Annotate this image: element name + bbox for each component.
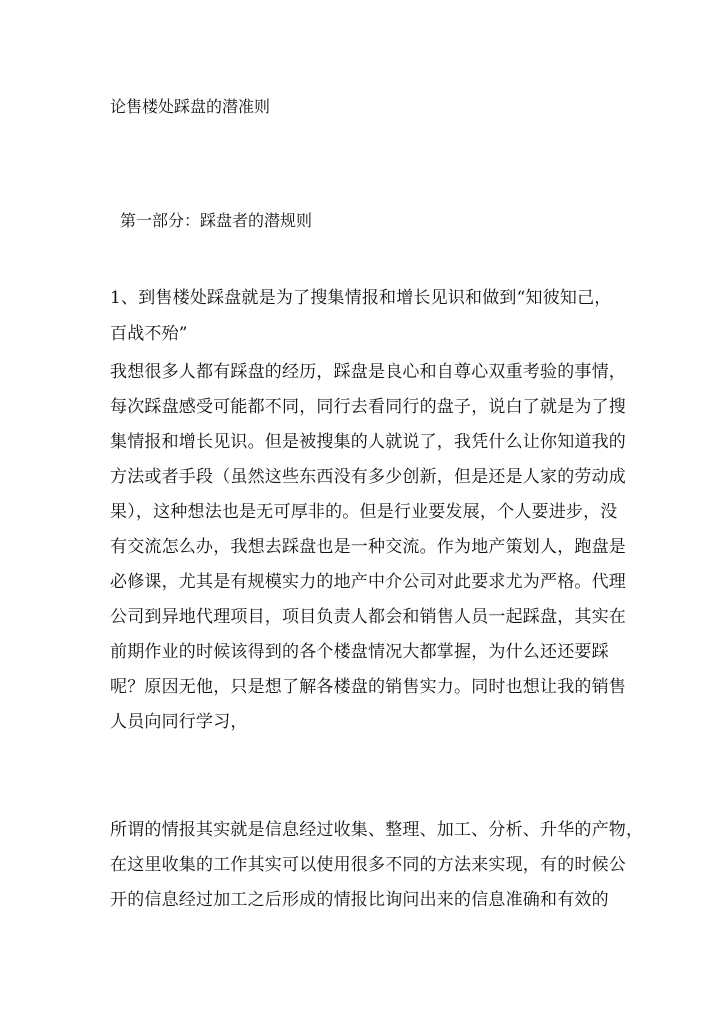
paragraph-line: 有交流怎么办，我想去踩盘也是一种交流。作为地产策划人，跑盘是 — [110, 537, 626, 557]
document-title: 论售楼处踩盘的潜准则 — [110, 97, 271, 116]
paragraph-line: 果），这种想法也是无可厚非的。但是行业要发展，个人要进步，没 — [110, 502, 618, 522]
paragraph-line: 集情报和增长见识。但是被搜集的人就说了，我凭什么让你知道我的 — [110, 432, 626, 452]
paragraph-line: 我想很多人都有踩盘的经历，踩盘是良心和自尊心双重考验的事情， — [110, 362, 626, 382]
paragraph-line: 呢？原因无他，只是想了解各楼盘的销售实力。同时也想让我的销售 — [110, 677, 626, 697]
paragraph-line: 公司到异地代理项目，项目负责人都会和销售人员一起踩盘，其实在 — [110, 607, 626, 627]
paragraph-line: 开的信息经过加工之后形成的情报比询问出来的信息准确和有效的 — [110, 890, 609, 910]
item-heading-line: 百战不殆” — [110, 324, 188, 344]
paragraph-line: 人员向同行学习， — [110, 712, 248, 732]
paragraph-line: 每次踩盘感受可能都不同，同行去看同行的盘子，说白了就是为了搜 — [110, 397, 626, 417]
paragraph-line: 前期作业的时候该得到的各个楼盘情况大都掌握，为什么还还要踩 — [110, 642, 609, 662]
paragraph-line: 方法或者手段（虽然这些东西没有多少创新，但是还是人家的劳动成 — [110, 467, 626, 487]
section-heading: 第一部分：踩盘者的潜规则 — [120, 211, 313, 230]
paragraph-line: 必修课，尤其是有规模实力的地产中介公司对此要求尤为严格。代理 — [110, 572, 626, 592]
paragraph-line: 所谓的情报其实就是信息经过收集、整理、加工、分析、升华的产物， — [110, 820, 644, 840]
item-heading-line: 1、到售楼处踩盘就是为了搜集情报和增长见识和做到“知彼知己， — [110, 288, 612, 308]
paragraph-line: 在这里收集的工作其实可以使用很多不同的方法来实现，有的时候公 — [110, 855, 626, 875]
